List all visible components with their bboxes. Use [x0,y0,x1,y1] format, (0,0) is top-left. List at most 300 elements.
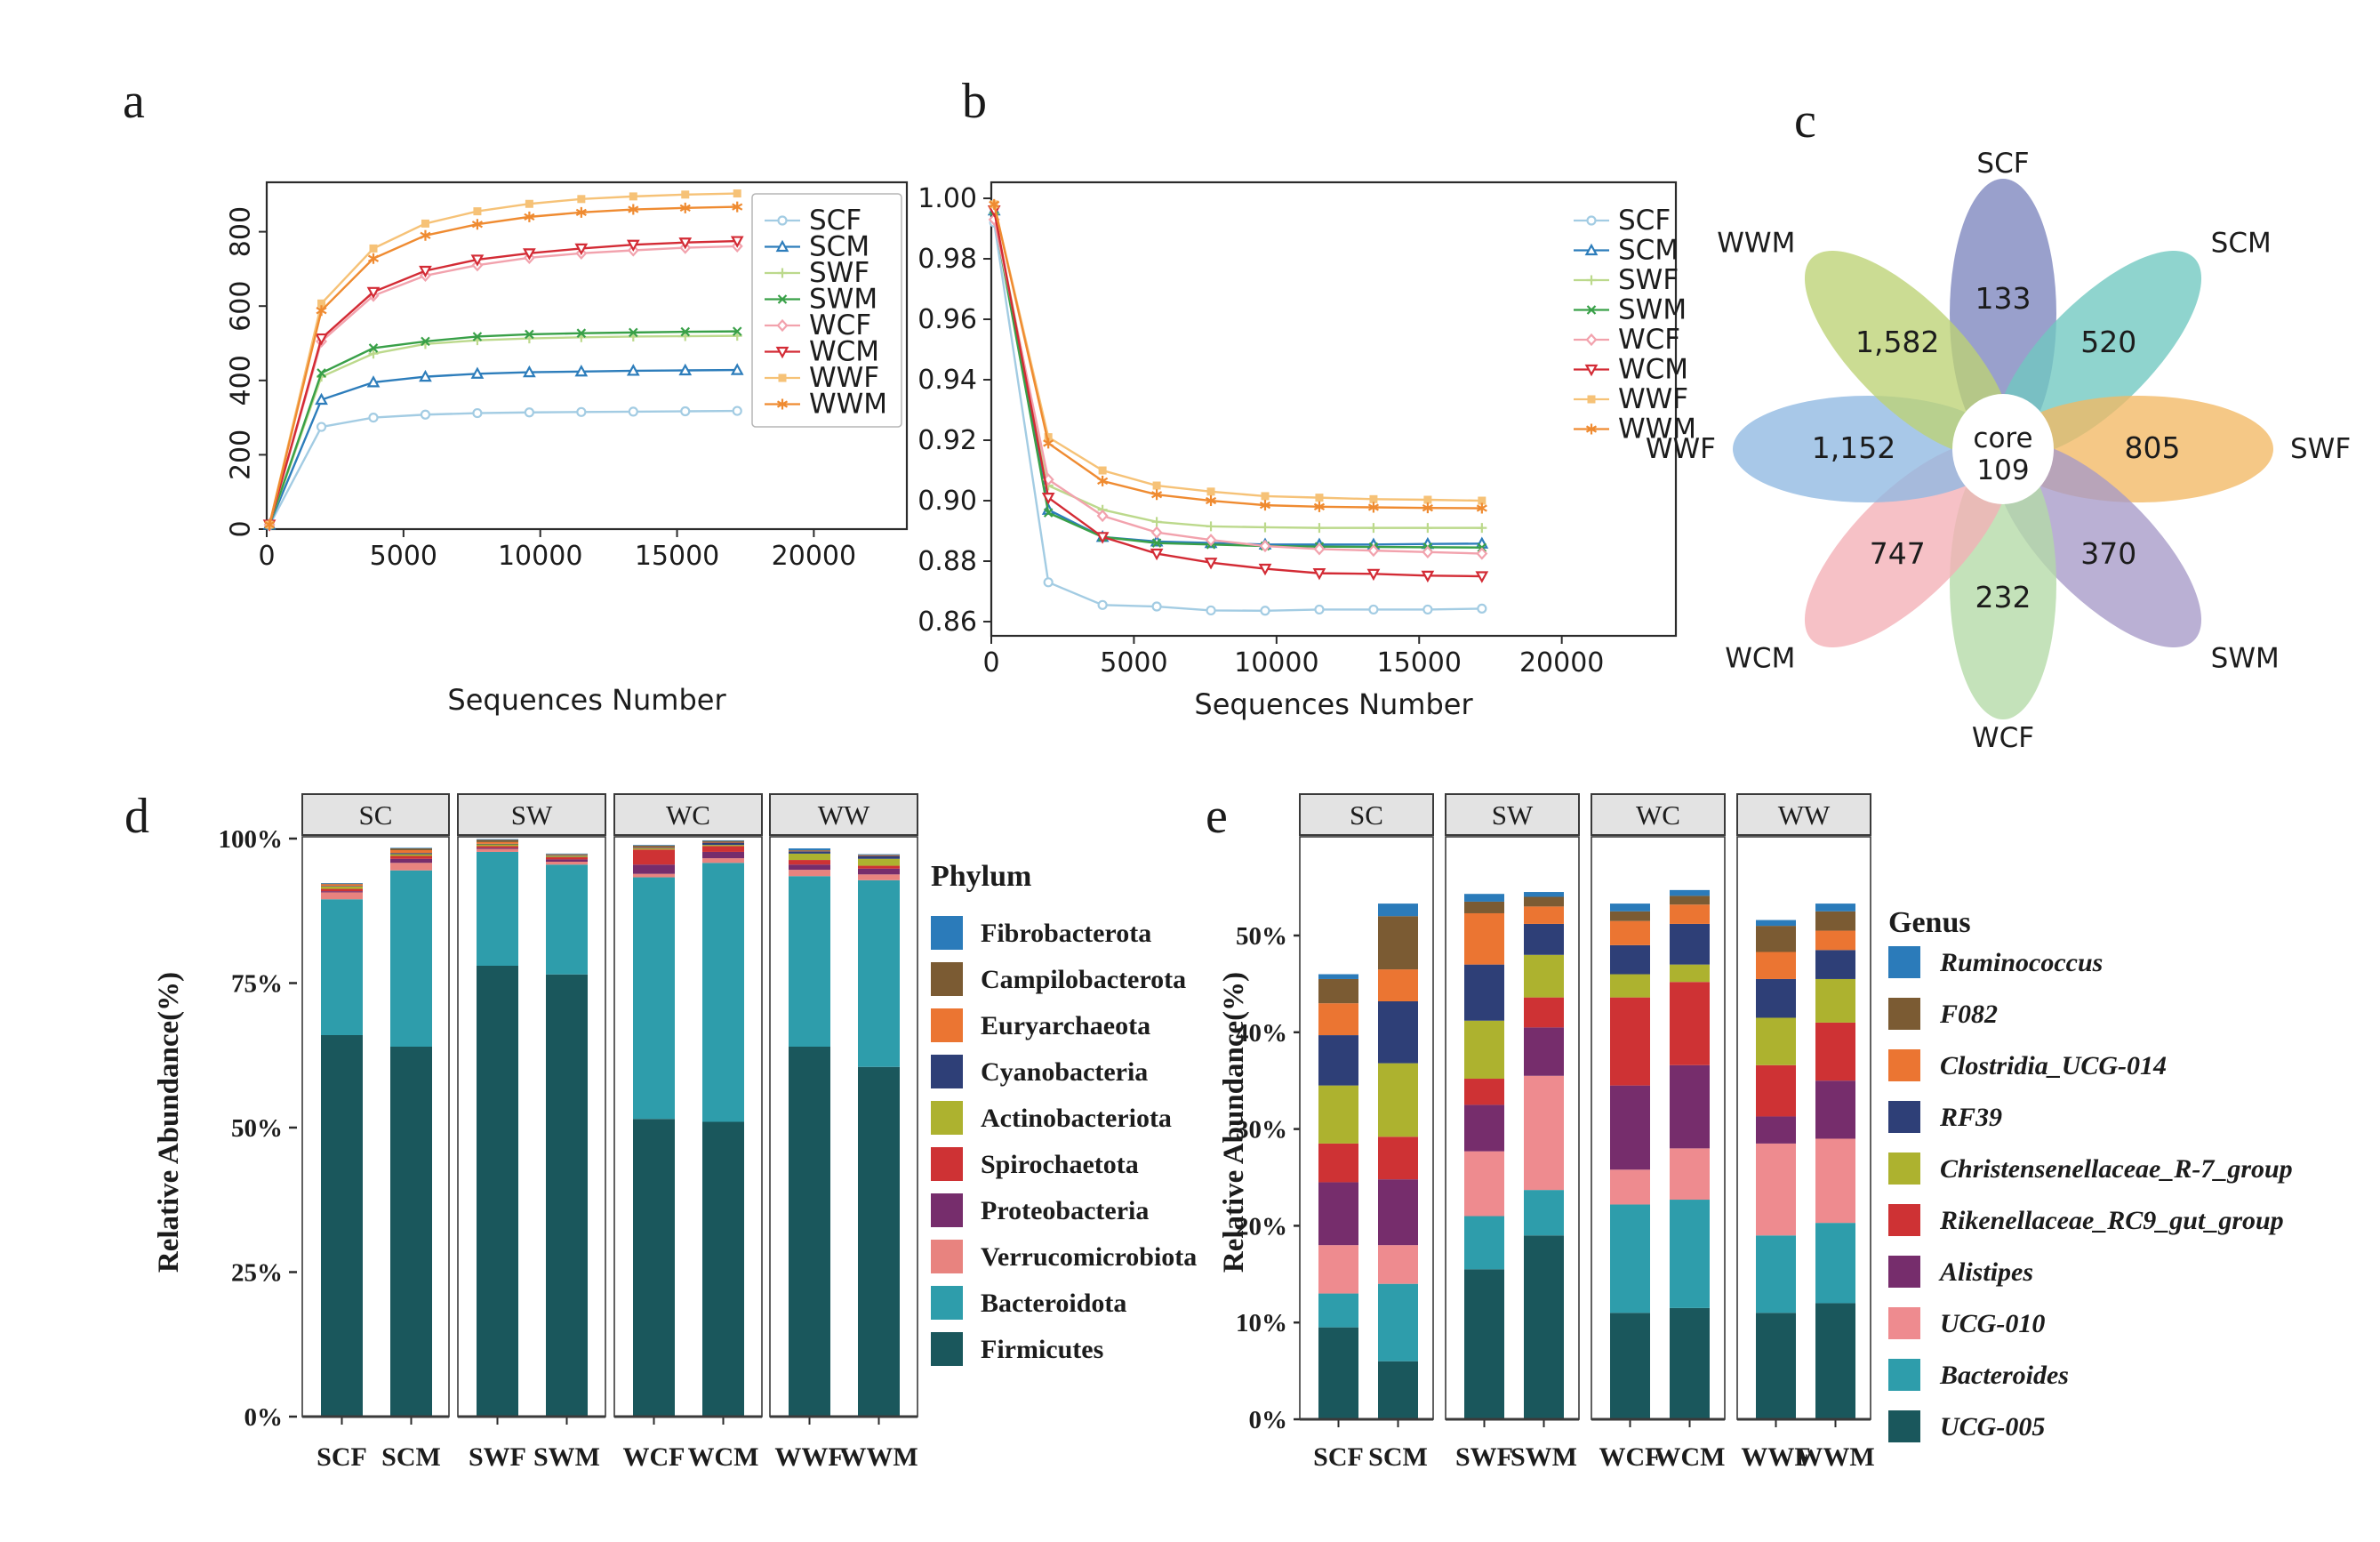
bar-segment-Firmicutes [702,1122,744,1418]
bar-segment-Alistipes [1318,1182,1358,1245]
facet-label: WW [1777,799,1831,831]
bar-segment-Euryarchaeota [858,855,900,856]
bar-segment-Proteobacteria [546,859,588,862]
legend-label: Ruminococcus [1940,948,2104,977]
bar-segment-Spirochaetota [858,866,900,869]
bar-segment-Spirochaetota [702,846,744,852]
x-tick-label: WWF [1741,1442,1811,1472]
bar-segment-Firmicutes [390,1047,432,1417]
series-SCM [990,205,1487,549]
x-tick-label: 15000 [634,541,720,572]
facet-label: WC [666,799,710,831]
panel-d-letter: d [124,789,149,844]
legend-item-Proteobacteria [931,1193,1149,1227]
bar-segment-Euryarchaeota [477,842,518,844]
core-value: 109 [1976,454,2030,486]
x-tick-label: WCF [1599,1442,1662,1472]
bar-segment-F082 [1756,926,1796,952]
facet-SW [458,794,605,1472]
petal-value-WCF: 232 [1975,580,2031,614]
bar-WCM [702,840,744,1417]
y-tick-label: 600 [225,280,257,332]
bar-segment-F082 [1318,979,1358,1003]
series-SWM [266,327,741,528]
legend-label: SWM [809,283,878,316]
bar-segment-Clostridia_UCG-014 [1524,906,1564,924]
series-WWM [990,199,1487,514]
bar-segment-Bacteroidota [546,864,588,975]
bar-segment-Actinobacteriota [633,848,675,849]
petal-label-SWF: SWF [2290,433,2352,465]
bar-segment-UCG-005 [1756,1313,1796,1419]
bar-segment-Actinobacteriota [858,859,900,866]
panel-c [1646,148,2351,754]
bar-segment-Cyanobacteria [390,853,432,854]
bar-segment-Spirochaetota [390,856,432,859]
legend-label: WWF [809,362,880,394]
bar-segment-Campilobacterota [789,850,830,851]
bar-segment-F082 [1378,916,1418,969]
series-SWM [990,213,1486,551]
x-tick-label: SWF [468,1442,527,1472]
bar-segment-RF39 [1610,945,1650,975]
bar-segment-Ruminococcus [1815,904,1855,912]
legend-label: Campilobacterota [981,965,1187,994]
bar-segment-Bacteroides [1524,1190,1564,1235]
bar-segment-Cyanobacteria [858,856,900,859]
bar-segment-Fibrobacterota [477,839,518,840]
bar-segment-Firmicutes [477,966,518,1417]
series-WWF [990,200,1486,504]
bar-segment-Firmicutes [858,1067,900,1417]
bar-segment-RF39 [1318,1035,1358,1086]
core-label: core [1973,422,2033,454]
legend-item-Ruminococcus [1888,946,2103,978]
petal-value-SWF: 805 [2124,430,2181,465]
legend-label: Alistipes [1940,1257,2034,1287]
bar-segment-UCG-010 [1464,1152,1504,1217]
bar-segment-Bacteroides [1670,1200,1710,1308]
x-tick-label: 20000 [771,541,857,572]
legend-item-SCF [1574,205,1671,237]
y-tick-label: 0.86 [918,606,977,638]
bar-segment-Bacteroides [1318,1294,1358,1328]
panel-a-letter: a [123,74,145,129]
bar-segment-Bacteroidota [477,852,518,966]
bar-segment-Bacteroides [1464,1217,1504,1270]
y-tick-label: 40% [1236,1018,1287,1048]
bar-segment-Rikenellaceae_RC9_gut_group [1670,982,1710,1065]
bar-WCF [1610,904,1650,1419]
y-tick-label: 200 [225,429,257,481]
bar-segment-RF39 [1378,1001,1418,1064]
series-WCM [265,237,742,530]
legend-label: UCG-005 [1940,1412,2046,1442]
bar-segment-F082 [1670,895,1710,904]
plot-frame [991,182,1676,636]
petal-value-WWF: 1,152 [1811,430,1896,465]
bar-segment-Fibrobacterota [633,845,675,846]
bar-segment-Verrucomicrobiota [477,849,518,852]
facet-SC [302,794,449,1472]
y-tick-label: 30% [1236,1115,1287,1144]
bar-segment-RF39 [1670,924,1710,965]
x-tick-label: WWM [839,1442,918,1472]
legend-label: SCM [1618,234,1679,267]
x-tick-label: 20000 [1519,647,1605,679]
legend [1888,906,2293,1442]
bar-segment-UCG-005 [1524,1235,1564,1419]
bar-segment-Cyanobacteria [477,844,518,845]
bar-segment-Cyanobacteria [702,843,744,846]
series-WCF [265,241,741,529]
bar-segment-Christensenellaceae_R-7_group [1756,1017,1796,1064]
facet-SC [1300,794,1433,1472]
bar-segment-Fibrobacterota [702,840,744,841]
bar-segment-Christensenellaceae_R-7_group [1318,1086,1358,1144]
bar-segment-Alistipes [1610,1086,1650,1170]
bar-WWM [1815,904,1855,1419]
facet-label: SC [1350,799,1383,831]
legend-label: Proteobacteria [981,1196,1150,1225]
legend-item-SWF [1574,264,1679,296]
bar-segment-Bacteroides [1756,1235,1796,1313]
bar-segment-UCG-005 [1464,1269,1504,1419]
panel-c-letter: c [1794,93,1816,149]
legend-item-Campilobacterota [931,962,1186,996]
y-tick-label: 10% [1236,1309,1287,1338]
bar-segment-Actinobacteriota [390,855,432,856]
legend-item-Bacteroides [1888,1359,2069,1391]
x-tick-label: 0 [982,647,1000,679]
panel-b [918,182,1696,721]
bar-segment-Bacteroides [1610,1204,1650,1313]
bar-segment-Rikenellaceae_RC9_gut_group [1815,1023,1855,1080]
bar-segment-Euryarchaeota [390,850,432,853]
bar-segment-Ruminococcus [1378,904,1418,916]
legend-item-WCF [1574,324,1680,356]
legend-label: SCF [1618,205,1671,237]
legend-label: F082 [1940,1000,1999,1029]
bar-segment-UCG-010 [1610,1169,1650,1204]
bar-segment-Bacteroides [1815,1223,1855,1303]
facet-label: SW [510,799,553,831]
bar-WWF [789,848,830,1417]
y-tick-label: 0.88 [918,546,977,578]
x-tick-label: 10000 [497,541,583,572]
x-tick-label: SCF [1313,1442,1364,1472]
bar-segment-Bacteroidota [321,899,363,1035]
series-SWF [990,209,1487,534]
bar-segment-Proteobacteria [390,859,432,863]
bar-WCF [633,845,675,1417]
bar-WWF [1756,920,1796,1419]
x-tick-label: SCM [1368,1442,1428,1472]
bar-segment-Firmicutes [321,1035,363,1417]
y-tick-label: 50% [231,1114,283,1143]
legend-label: WCF [809,309,872,341]
legend-item-Fibrobacterota [931,916,1151,950]
bar-segment-Spirochaetota [321,889,363,892]
bar-segment-UCG-010 [1815,1138,1855,1223]
bar-segment-Campilobacterota [390,848,432,850]
bar-segment-Spirochaetota [477,846,518,847]
bar-segment-RF39 [1464,965,1504,1021]
x-axis-title: Sequences Number [447,683,726,717]
y-tick-label: 100% [218,825,283,854]
bar-segment-UCG-005 [1318,1328,1358,1419]
legend-label: SCM [809,230,870,263]
legend-item-RF39 [1888,1101,2002,1133]
bar-segment-Fibrobacterota [546,854,588,855]
bar-segment-Rikenellaceae_RC9_gut_group [1524,998,1564,1028]
x-axis-title: Sequences Number [1194,687,1473,721]
bar-segment-Campilobacterota [477,839,518,842]
bar-segment-UCG-005 [1610,1313,1650,1419]
petal-label-WCF: WCF [1971,722,2035,754]
legend-item-Actinobacteriota [931,1101,1172,1135]
bar-segment-Ruminococcus [1610,904,1650,912]
bar-segment-Verrucomicrobiota [789,870,830,876]
legend-item-Alistipes [1888,1256,2033,1288]
y-tick-label: 800 [225,205,257,258]
bar-segment-UCG-005 [1815,1303,1855,1419]
petal-label-SWM: SWM [2210,642,2280,675]
legend-item-Christensenellaceae_R-7_group [1888,1152,2293,1185]
y-tick-label: 0.90 [918,486,977,518]
bar-segment-Spirochaetota [546,857,588,860]
petal-value-SCF: 133 [1975,281,2031,316]
bar-segment-Verrucomicrobiota [546,862,588,864]
y-tick-label: 0.96 [918,304,977,336]
bar-segment-Actinobacteriota [321,887,363,889]
legend-label: SWM [1618,293,1687,326]
legend-item-Bacteroidota [931,1286,1126,1320]
legend-label: WWM [809,388,888,421]
bar-segment-RF39 [1815,950,1855,979]
x-tick-label: WCM [1654,1442,1726,1472]
bar-segment-Firmicutes [789,1047,830,1417]
series-WWF [266,189,741,528]
bar-segment-UCG-010 [1378,1245,1418,1284]
legend-label: UCG-010 [1940,1309,2046,1338]
series-SCF [990,219,1486,615]
bar-segment-Christensenellaceae_R-7_group [1464,1021,1504,1079]
y-tick-label: 0.98 [918,244,977,276]
legend-label: Bacteroidota [981,1289,1127,1318]
x-tick-label: SWM [533,1442,600,1472]
bar-segment-Clostridia_UCG-014 [1378,969,1418,1001]
bar-segment-Christensenellaceae_R-7_group [1670,965,1710,983]
bar-SCM [390,847,432,1417]
legend-label: Rikenellaceae_RC9_gut_group [1940,1206,2284,1235]
bar-segment-Verrucomicrobiota [702,858,744,863]
y-tick-label: 1.00 [918,183,977,215]
x-tick-label: WCM [687,1442,759,1472]
bar-segment-Proteobacteria [477,847,518,848]
y-tick-label: 0.92 [918,425,977,457]
bar-segment-Spirochaetota [633,849,675,864]
bar-segment-Ruminococcus [1756,920,1796,927]
bar-segment-Proteobacteria [858,869,900,875]
legend-label: Cyanobacteria [981,1057,1149,1087]
series-SCM [265,365,742,529]
x-tick-label: 5000 [369,541,438,572]
x-tick-label: 15000 [1376,647,1462,679]
legend-item-UCG-005 [1888,1410,2045,1442]
facet-label: SC [358,799,393,831]
legend-label: Christensenellaceae_R-7_group [1940,1154,2293,1184]
x-tick-label: WWF [774,1442,845,1472]
y-tick-label: 0% [244,1403,283,1432]
y-tick-label: 20% [1236,1212,1287,1241]
bar-SCM [1378,904,1418,1419]
legend-label: WCM [1618,353,1689,386]
bar-segment-UCG-010 [1756,1144,1796,1235]
bar-segment-Rikenellaceae_RC9_gut_group [1378,1136,1418,1179]
bar-segment-Alistipes [1464,1104,1504,1151]
bar-segment-Cyanobacteria [789,851,830,854]
bar-segment-Campilobacterota [633,846,675,847]
panel-b-letter: b [962,74,987,129]
bar-SWF [477,839,518,1417]
bar-segment-Euryarchaeota [702,842,744,843]
y-tick-label: 400 [225,355,257,406]
bar-segment-Proteobacteria [633,864,675,873]
bar-segment-F082 [1464,902,1504,913]
x-tick-label: 10000 [1234,647,1319,679]
bar-segment-Alistipes [1670,1065,1710,1149]
bar-segment-F082 [1815,912,1855,931]
bar-segment-UCG-010 [1318,1245,1358,1293]
legend-item-Cyanobacteria [931,1055,1148,1088]
legend-item-Rikenellaceae_RC9_gut_group [1888,1204,2284,1236]
bar-segment-Alistipes [1815,1080,1855,1138]
bar-segment-Actinobacteriota [546,856,588,857]
facet-WW [1737,794,1875,1472]
y-tick-label: 0 [225,520,257,538]
legend-item-Euryarchaeota [931,1008,1150,1042]
x-tick-label: WCF [622,1442,685,1472]
bar-segment-UCG-005 [1670,1308,1710,1419]
bar-segment-Christensenellaceae_R-7_group [1610,975,1650,998]
bar-segment-Verrucomicrobiota [321,892,363,899]
bar-segment-Euryarchaeota [789,851,830,852]
facet-label: WW [817,799,870,831]
bar-segment-Verrucomicrobiota [390,863,432,870]
petal-label-SCM: SCM [2210,227,2272,260]
bar-segment-Ruminococcus [1318,975,1358,979]
bar-segment-Proteobacteria [321,891,363,892]
bar-segment-Actinobacteriota [702,845,744,846]
bar-segment-Campilobacterota [702,841,744,842]
facet-label: SW [1491,799,1534,831]
bar-WCM [1670,890,1710,1419]
bar-SWF [1464,894,1504,1419]
legend-item-F082 [1888,998,1998,1030]
legend [752,194,902,427]
petal-label-WWM: WWM [1717,227,1796,260]
legend-label: WWM [1618,413,1697,446]
bar-segment-Ruminococcus [1524,892,1564,896]
y-tick-label: 75% [231,969,283,999]
panel-e-letter: e [1206,789,1228,844]
legend-label: SWF [1618,264,1679,296]
bar-segment-Clostridia_UCG-014 [1464,913,1504,965]
bar-segment-Actinobacteriota [477,845,518,847]
panel-d [153,794,1197,1472]
bar-SWM [546,854,588,1417]
bar-segment-Verrucomicrobiota [858,874,900,880]
y-axis-title: Relative Abundance(%) [1218,971,1250,1273]
bar-WWM [858,855,900,1417]
bar-segment-Fibrobacterota [789,848,830,850]
y-tick-label: 0.94 [918,365,977,397]
facet-WC [1591,794,1725,1472]
petal-label-WWF: WWF [1645,433,1716,465]
bar-segment-Rikenellaceae_RC9_gut_group [1464,1079,1504,1104]
bar-segment-Alistipes [1524,1027,1564,1075]
bar-segment-Ruminococcus [1464,894,1504,902]
legend-item-WWF [1574,383,1688,415]
x-tick-label: WWM [1796,1442,1875,1472]
bar-segment-Campilobacterota [321,884,363,885]
legend-label: Bacteroides [1940,1361,2069,1390]
legend [1574,205,1696,446]
bar-segment-Proteobacteria [702,852,744,858]
legend-label: SCF [809,205,862,237]
panel-e [1218,794,2293,1472]
legend-item-SCM [1574,235,1679,267]
legend-label: WCM [809,335,880,368]
facet-WC [614,794,762,1472]
x-tick-label: SCM [381,1442,441,1472]
bar-segment-Bacteroidota [702,863,744,1121]
petal-label-WCM: WCM [1725,642,1796,675]
y-tick-label: 50% [1236,922,1287,951]
bar-segment-Rikenellaceae_RC9_gut_group [1610,998,1650,1086]
bar-segment-Euryarchaeota [633,847,675,848]
bar-segment-Cyanobacteria [546,855,588,856]
bar-segment-RF39 [1524,924,1564,955]
legend-item-UCG-010 [1888,1307,2045,1339]
bar-segment-Verrucomicrobiota [633,874,675,878]
legend-label: Fibrobacterota [981,919,1152,948]
facet-SW [1446,794,1579,1472]
panel-a [226,182,908,717]
bar-segment-Clostridia_UCG-014 [1670,904,1710,924]
series-SCF [266,407,741,530]
legend-label: Verrucomicrobiota [981,1242,1198,1272]
bar-segment-Alistipes [1378,1179,1418,1245]
bar-segment-Spirochaetota [789,860,830,864]
petal-value-SWM: 370 [2080,535,2137,571]
bar-segment-Euryarchaeota [321,884,363,886]
bar-segment-Christensenellaceae_R-7_group [1524,955,1564,998]
bar-segment-Clostridia_UCG-014 [1318,1003,1358,1035]
bar-segment-F082 [1524,896,1564,906]
bar-segment-Bacteroidota [789,876,830,1047]
x-tick-label: SCF [317,1442,367,1472]
bar-segment-UCG-005 [1378,1361,1418,1419]
bar-segment-RF39 [1756,979,1796,1018]
petal-value-SCM: 520 [2080,325,2137,360]
bar-SWM [1524,892,1564,1419]
bar-segment-Clostridia_UCG-014 [1815,931,1855,951]
bar-segment-Bacteroidota [633,878,675,1120]
bar-segment-Clostridia_UCG-014 [1610,921,1650,945]
bar-segment-Ruminococcus [1670,890,1710,896]
